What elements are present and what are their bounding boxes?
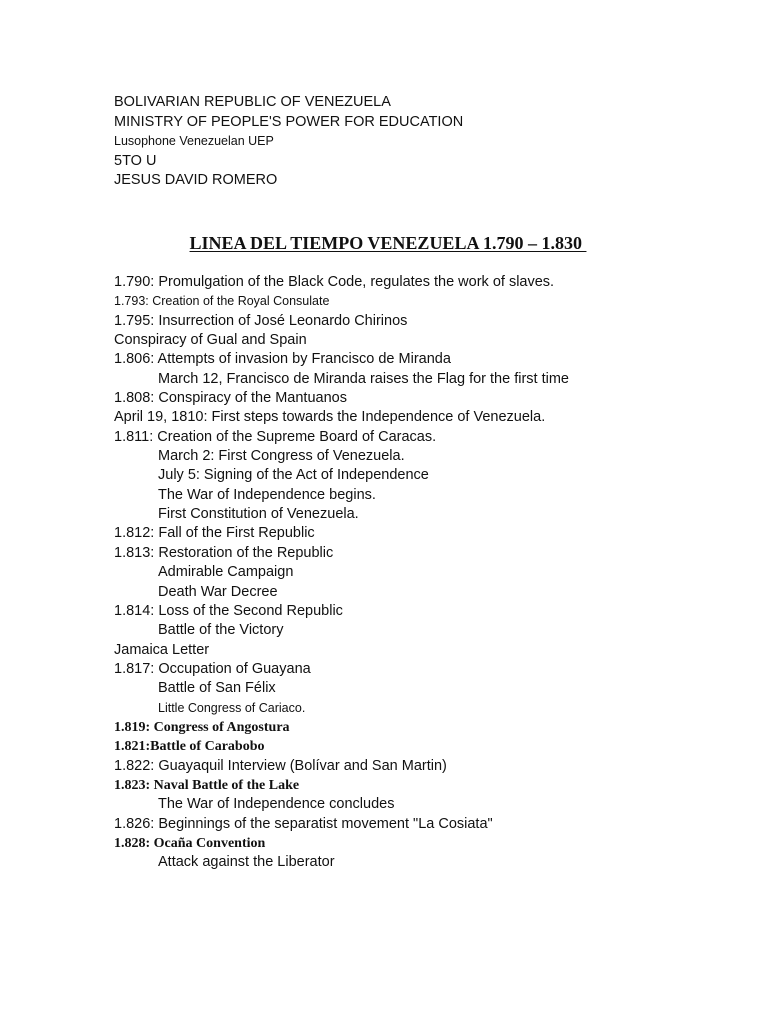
timeline-entry: Jamaica Letter: [114, 641, 210, 658]
header-country: BOLIVARIAN REPUBLIC OF VENEZUELA: [114, 94, 391, 110]
timeline-entry: Battle of the Victory: [158, 622, 284, 639]
timeline-entry: Death War Decree: [158, 583, 278, 600]
timeline-entry: 1.790: Promulgation of the Black Code, regulates the work of slaves.: [114, 274, 555, 290]
document-header: [114, 93, 674, 191]
timeline-entry: Little Congress of Cariaco.: [158, 700, 306, 715]
document-title: LINEA DEL TIEMPO VENEZUELA 1.790 – 1.830: [189, 233, 587, 253]
timeline-entry: The War of Independence begins.: [158, 486, 376, 503]
timeline-entry: 1.814: Loss of the Second Republic: [114, 602, 343, 619]
timeline-entry: 1.811: Creation of the Supreme Board of Caracas.: [114, 428, 437, 445]
timeline-entry: The War of Independence concludes: [158, 796, 395, 813]
timeline-entry: April 19, 1810: First steps towards the Independence of Venezuela.: [114, 409, 546, 426]
timeline-entry: 1.819: Congress of Angostura: [114, 719, 290, 735]
timeline-entry: 1.817: Occupation of Guayana: [114, 660, 311, 677]
header-author: JESUS DAVID ROMERO: [114, 172, 278, 188]
timeline-entry: 1.808: Conspiracy of the Mantuanos: [114, 390, 347, 407]
timeline-entry: March 12, Francisco de Miranda raises the Flag for the first time: [158, 370, 569, 387]
timeline-entry: 1.823: Naval Battle of the Lake: [114, 777, 300, 793]
timeline-entry: 1.793: Creation of the Royal Consulate: [114, 294, 330, 309]
timeline-entry: 1.795: Insurrection of José Leonardo Chirinos: [114, 312, 408, 329]
timeline-entry: 1.806: Attempts of invasion by Francisco de Miranda: [114, 351, 451, 368]
timeline-entry: First Constitution of Venezuela.: [158, 506, 359, 523]
timeline-entry: 1.813: Restoration of the Republic: [114, 544, 334, 561]
timeline-entry: Attack against the Liberator: [158, 854, 335, 871]
timeline-entry: 1.822: Guayaquil Interview (Bolívar and San Martin): [114, 757, 447, 774]
timeline-list: [114, 273, 674, 873]
timeline-entry: July 5: Signing of the Act of Independence: [158, 467, 429, 484]
header-school: Lusophone Venezuelan UEP: [114, 134, 274, 148]
header-grade: 5TO U: [114, 152, 157, 169]
timeline-entry: Admirable Campaign: [158, 564, 294, 581]
timeline-entry: 1.812: Fall of the First Republic: [114, 525, 315, 542]
timeline-entry: Battle of San Félix: [158, 680, 276, 697]
timeline-entry: March 2: First Congress of Venezuela.: [158, 448, 405, 465]
timeline-entry: 1.826: Beginnings of the separatist movement "La Cosiata": [114, 815, 493, 832]
timeline-entry: 1.828: Ocaña Convention: [114, 835, 266, 851]
timeline-entry: Conspiracy of Gual and Spain: [114, 332, 307, 349]
timeline-entry: 1.821:Battle of Carabobo: [114, 739, 265, 755]
header-ministry: MINISTRY OF PEOPLE'S POWER FOR EDUCATION: [114, 113, 464, 130]
